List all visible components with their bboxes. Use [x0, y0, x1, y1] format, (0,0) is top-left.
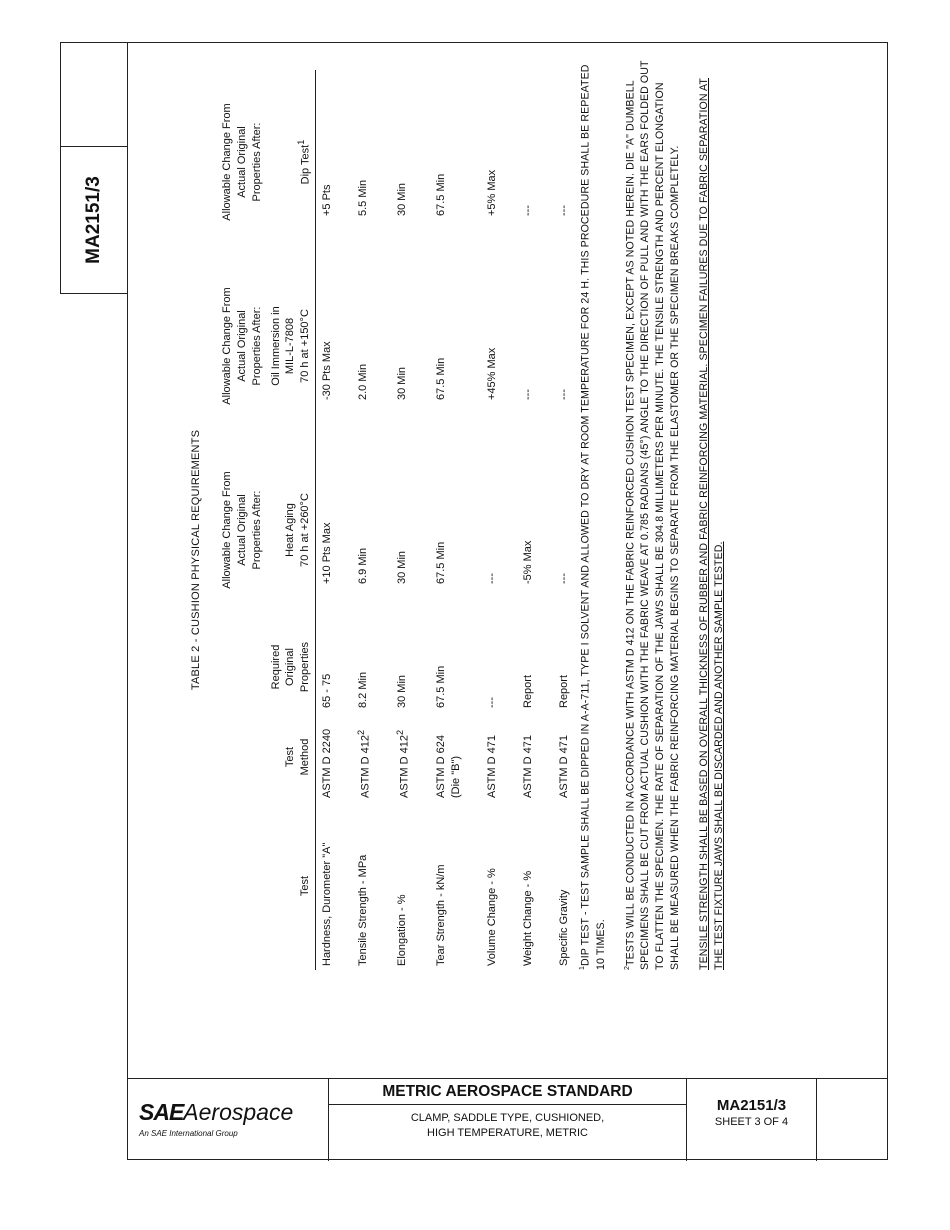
cell-method: ASTM D 624 (Die "B"): [435, 735, 462, 798]
footnote-3: TENSILE STRENGTH SHALL BE BASED ON OVERALL THICKNESS OF RUBBER AND FABRIC REINFORCING MATERIAL. SPECIMEN FAILURES DUE TO FABRIC SEPARATION AT THE TEST FIXTURE JAWS SHALL BE DISCARDED AND ANOTHER SAMPLE TESTED.: [698, 78, 726, 970]
cell-test: Hardness, Durometer "A": [321, 842, 334, 966]
cell-required: 30 Min: [396, 674, 409, 708]
table-row: [348, 70, 387, 970]
header-allowable-oil: Allowable Change From Actual Original Properties After:: [221, 287, 263, 405]
rotated-content: [190, 20, 850, 1010]
cell-heat-aging: -5% Max: [522, 540, 535, 584]
footnote-1: $^1$DIP TEST - TEST SAMPLE SHALL BE DIPPED IN A-A-711, TYPE I SOLVENT AND ALLOWED TO DRY AT ROOM TEMPERATURE FOR 24 H. THIS PROCEDURE SHALL BE REPEATED 10 TIMES.: [579, 64, 607, 970]
cell-dip-test: ---: [558, 205, 571, 216]
cell-dip-test: 30 Min: [396, 182, 409, 216]
table-title: TABLE 2 - CUSHION PHYSICAL REQUIREMENTS: [190, 429, 202, 691]
logo-aerospace-text: Aerospace: [183, 1099, 294, 1125]
footnotes: [578, 60, 741, 970]
cell-dip-test: 5.5 Min: [357, 179, 370, 216]
cell-required: 65 - 75: [321, 673, 334, 708]
footnote-2: $^2$TESTS WILL BE CONDUCTED IN ACCORDANCE WITH ASTM D 412 ON THE FABRIC REINFORCED CUSHION TEST SPECIMEN, EXCEPT AS NOTED HEREIN. DIE "A" DUMBELL SPECIMENS SHALL BE CUT FROM ACTUAL CUSHION WITH THE FABRIC WEAVE AT 0.785 RADIANS (45°) ANGLE TO THE DIRECTION OF PULL AND WITH THE EARS FOLDED OUT TO FLATTEN THE SPECIMEN. THE RATE OF SEPARATION OF THE JAWS SHALL BE 304.8 MILLIMETERS PER MINUTE. THE TENSILE STRENGTH AND PERCENT ELONGATION SHALL BE MEASURED WHEN THE FABRIC REINFORCING MATERIAL BEGINS TO SEPARATE FROM THE ELASTOMER OR THE SPECIMEN BREAKS COMPLETELY.: [623, 60, 682, 970]
cell-method: ASTM D 2240: [321, 728, 334, 798]
table-row: [316, 70, 349, 970]
cell-test: Tensile Strength - MPa: [357, 854, 370, 966]
header-test-label: Test: [267, 802, 316, 970]
cell-oil-immersion: 2.0 Min: [357, 363, 370, 400]
doc-number: MA2151/3: [716, 1097, 787, 1114]
header-method: [218, 712, 267, 802]
cell-test: Elongation - %: [396, 894, 409, 966]
cell-dip-test: 67.5 Min: [435, 173, 448, 216]
table-row: [513, 70, 549, 970]
standard-title: METRIC AEROSPACE STANDARD: [329, 1079, 686, 1105]
cell-oil-immersion: 30 Min: [396, 366, 409, 400]
header-required: [218, 622, 267, 712]
cell-test: Tear Strength - kN/m: [435, 864, 448, 966]
doc-number-cell: [687, 1079, 817, 1161]
header-allowable-heat: Allowable Change From Actual Original Properties After:: [221, 471, 263, 589]
cell-dip-test: +5% Max: [485, 169, 498, 216]
logo-sae-text: SAE: [139, 1099, 184, 1125]
cell-required: 8.2 Min: [357, 671, 370, 708]
header-dip-test: Dip Test$^1$: [267, 70, 316, 254]
cell-test: Volume Change - %: [485, 868, 498, 966]
cell-oil-immersion: ---: [558, 389, 571, 400]
logo-subtitle: An SAE International Group: [139, 1129, 238, 1138]
cell-required: Report: [558, 674, 571, 708]
requirements-table: [218, 70, 586, 970]
table-row: [387, 70, 426, 970]
cell-required: 67.5 Min: [435, 665, 448, 708]
cell-dip-test: +5 Pts: [321, 184, 334, 216]
header-heat-aging: Heat Aging 70 h at +260°C: [267, 438, 316, 622]
cell-method: ASTM D 471: [485, 735, 498, 798]
cell-method: ASTM D 471: [558, 735, 571, 798]
table-row: [477, 70, 513, 970]
cell-method: ASTM D $412^2$: [395, 729, 411, 798]
cell-test: Specific Gravity: [558, 889, 571, 966]
cell-test: Weight Change - %: [522, 870, 535, 966]
cell-method: ASTM D $412^2$: [356, 729, 373, 798]
header-oil-immersion: Oil Immersion in MIL-L-7808 70 h at +150°C: [267, 254, 316, 438]
title-cell: [329, 1079, 687, 1161]
title-block: [127, 1078, 888, 1160]
cell-method: ASTM D 471: [522, 735, 535, 798]
cell-heat-aging: 6.9 Min: [357, 547, 370, 584]
cell-required: ---: [485, 697, 498, 708]
header-allowable-dip: Allowable Change From Actual Original Properties After:: [221, 103, 263, 221]
cell-heat-aging: ---: [485, 573, 498, 584]
cell-oil-immersion: -30 Pts Max: [321, 341, 334, 400]
header-required-label: Required Original Properties: [267, 622, 316, 712]
header-test: [218, 802, 267, 970]
cell-oil-immersion: +45% Max: [485, 347, 498, 400]
cell-heat-aging: +10 Pts Max: [321, 522, 334, 584]
side-tab-doc-number: MA2151/3: [83, 176, 104, 264]
table-row: [426, 70, 477, 970]
cell-heat-aging: 30 Min: [396, 550, 409, 584]
cell-required: Report: [522, 674, 535, 708]
part-description: CLAMP, SADDLE TYPE, CUSHIONED, HIGH TEMPERATURE, METRIC: [410, 1112, 605, 1139]
cell-heat-aging: 67.5 Min: [435, 541, 448, 584]
cell-heat-aging: ---: [558, 573, 571, 584]
header-method-label: Test Method: [267, 712, 316, 802]
sheet-number: SHEET 3 OF 4: [714, 1116, 789, 1128]
cell-oil-immersion: 67.5 Min: [435, 357, 448, 400]
cell-oil-immersion: ---: [522, 389, 535, 400]
cell-dip-test: ---: [522, 205, 535, 216]
sae-logo: [127, 1079, 329, 1161]
blank-cell: [817, 1079, 888, 1161]
